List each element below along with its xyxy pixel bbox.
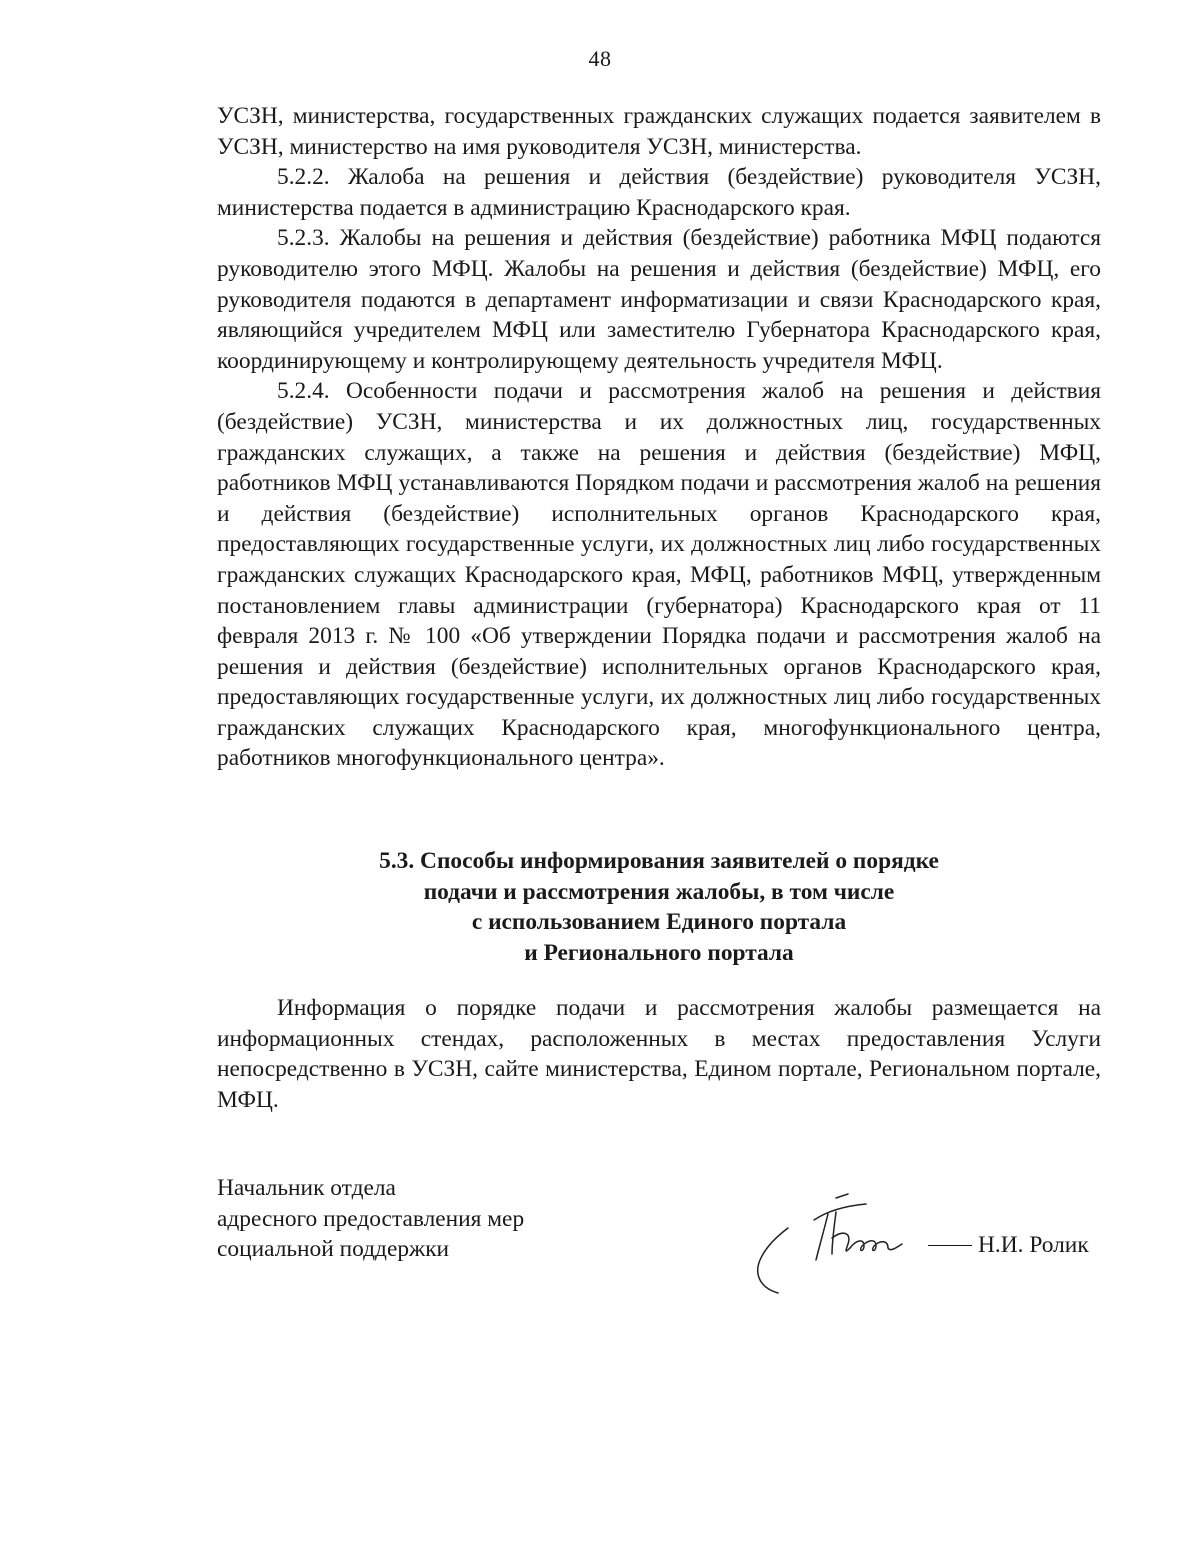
signature-dash bbox=[928, 1245, 972, 1246]
main-text bbox=[217, 101, 1101, 774]
paragraph-5-2-4: 5.2.4. Особенности подачи и рассмотрения жалоб на решения и действия (бездействие) УСЗН, министерства и их должностных лиц, государственных гражданских служащих, а также на решения и действия (бездействие) МФЦ, работников МФЦ устанавливаются Порядком подачи и рассмотрения жалоб на решения и действия (бездействие) исполнительных органов Краснодарского края, предоставляющих государственные услуги, их должностных лиц либо государственных гражданских служащих Краснодарского края, МФЦ, работников МФЦ, утвержденным постановлением главы администрации (губернатора) Краснодарского края от 11 февраля 2013 г. № 100 «Об утверждении Порядка подачи и рассмотрения жалоб на решения и действия (бездействие) исполнительных органов Краснодарского края, предоставляющих государственные услуги, их должностных лиц либо государственных гражданских служащих Краснодарского края, многофункционального центра, работников многофункционального центра». bbox=[217, 378, 1101, 772]
heading-line: подачи и рассмотрения жалобы, в том числе bbox=[423, 878, 895, 905]
paragraph-continuation: УСЗН, министерства, государственных гражданских служащих подается заявителем в УСЗН, министерство на имя руководителя УСЗН, министерства. bbox=[217, 103, 1101, 160]
heading-line: с использованием Единого портала bbox=[471, 909, 847, 935]
paragraph-5-2-3: 5.2.3. Жалобы на решения и действия (бездействие) работника МФЦ подаются руководителю этого МФЦ. Жалобы на решения и действия (бездействие) МФЦ, его руководителя подаются в департамент информатизации и связи Краснодарского края, являющийся учредителем МФЦ или заместителю Губернатора Краснодарского края, координирующему и контролирующему деятельность учредителя МФЦ. bbox=[217, 225, 1101, 374]
handwritten-signature bbox=[740, 1188, 940, 1298]
heading-line: и Регионального портала bbox=[524, 939, 794, 966]
heading-line: 5.3. Способы информирования заявителей о порядке bbox=[379, 848, 939, 874]
position-line: адресного предоставления мер bbox=[217, 1205, 525, 1232]
info-text bbox=[217, 993, 1101, 1115]
info-paragraph: Информация о порядке подачи и рассмотрения жалобы размещается на информационных стендах, расположенных в местах предоставления Услуги непосредственно в УСЗН, сайте министерства, Едином портале, Региональном портале, МФЦ. bbox=[217, 995, 1101, 1113]
page-number: 48 bbox=[588, 46, 612, 71]
position-line: социальной поддержки bbox=[217, 1236, 450, 1262]
position-line: Начальник отдела bbox=[217, 1175, 396, 1201]
section-heading-5-3 bbox=[217, 846, 1101, 968]
paragraph-5-2-2: 5.2.2. Жалоба на решения и действия (бездействие) руководителя УСЗН, министерства подается в администрацию Краснодарского края. bbox=[217, 164, 1101, 221]
signatory-position bbox=[217, 1173, 617, 1265]
signer-name bbox=[928, 1230, 1089, 1261]
signer-name-text: Н.И. Ролик bbox=[978, 1232, 1089, 1258]
